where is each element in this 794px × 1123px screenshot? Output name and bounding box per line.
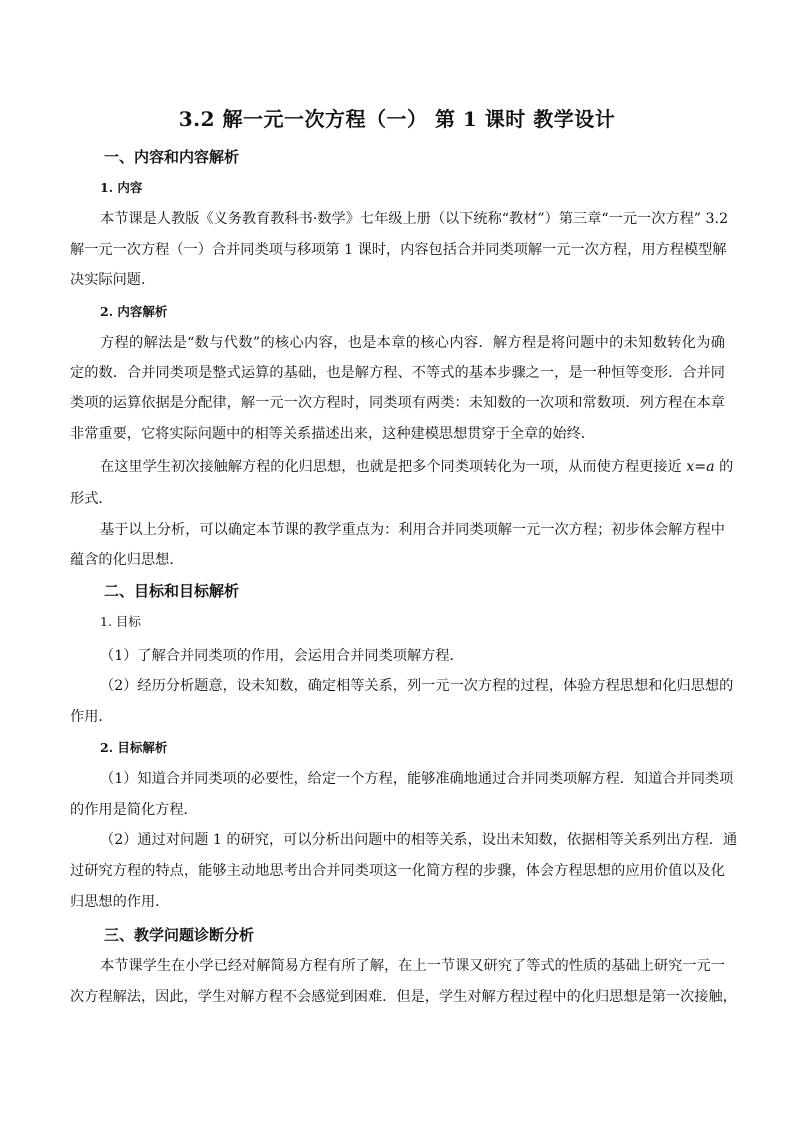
paragraph-line: 形式．	[70, 491, 113, 507]
paragraph-line: 蕴含的化归思想．	[70, 552, 184, 568]
subheading-goals: 1. 目标	[100, 614, 141, 629]
paragraph-line: 作用．	[70, 709, 113, 725]
paragraph-line: 次方程解法，因此，学生对解方程不会感觉到困难．但是，学生对解方程过程中的化归思想是第一次接触，	[70, 989, 737, 1005]
text-span: 的	[714, 459, 734, 475]
paragraph-line: 本节课是人教版《义务教育教科书·数学》七年级上册（以下统称“教材”）第三章“一元一次方程” 3.2	[100, 211, 729, 227]
paragraph-line: 类项的运算依据是分配律，解一元一次方程时，同类项有两类：未知数的一次项和常数项．列方程在本章	[70, 395, 725, 411]
subheading-content-analysis: 2. 内容解析	[100, 304, 168, 319]
page-title: 3.2 解一元一次方程（一） 第 1 课时 教学设计	[178, 107, 616, 131]
text-span: 在这里学生初次接触解方程的化归思想，也就是把多个同类项转化为一项，从而使方程更接近	[100, 459, 687, 475]
paragraph-line: （1）知道合并同类项的必要性，给定一个方程，能够准确地通过合并同类项解方程．知道合并同类项	[100, 771, 734, 787]
paragraph-line: 定的数．合并同类项是整式运算的基础，也是解方程、不等式的基本步骤之一，是一种恒等变形．合并同	[70, 365, 725, 381]
section-heading-content: 一、内容和内容解析	[104, 148, 240, 166]
paragraph-line	[100, 456, 734, 476]
paragraph-line: 的作用是简化方程．	[70, 802, 198, 818]
paragraph-line: 本节课学生在小学已经对解简易方程有所了解，在上一节课又研究了等式的性质的基础上研究一元一	[100, 958, 725, 974]
paragraph-line: 方程的解法是“数与代数”的核心内容，也是本章的核心内容．解方程是将问题中的未知数转化为确	[100, 335, 725, 351]
subheading-content: 1. 内容	[100, 180, 143, 195]
paragraph-line: （2）经历分析题意，设未知数，确定相等关系，列一元一次方程的过程，体验方程思想和化归思想的	[100, 678, 734, 694]
paragraph-line: 归思想的作用．	[70, 894, 170, 910]
formula: x=a	[686, 459, 715, 475]
paragraph-line: 决实际问题.	[70, 272, 146, 288]
paragraph-line: （1）了解合并同类项的作用，会运用合并同类项解方程．	[100, 648, 464, 664]
paragraph-line: 过研究方程的特点，能够主动地思考出合并同类项这一化简方程的步骤，体会方程思想的应用价值以及化	[70, 863, 725, 879]
paragraph-line: 基于以上分析，可以确定本节课的教学重点为：利用合并同类项解一元一次方程；初步体会解方程中	[100, 522, 725, 538]
section-heading-goals: 二、目标和目标解析	[104, 582, 240, 600]
section-heading-diagnosis: 三、教学问题诊断分析	[104, 926, 255, 944]
paragraph-line: 非常重要，它将实际问题中的相等关系描述出来，这种建模思想贯穿于全章的始终．	[70, 426, 595, 442]
paragraph-line: （2）通过对问题 1 的研究，可以分析出问题中的相等关系，设出未知数，依据相等关系列出方程．通	[100, 832, 738, 848]
subheading-goal-analysis: 2. 目标解析	[100, 740, 168, 755]
paragraph-line: 解一元一次方程（一）合并同类项与移项第 1 课时，内容包括合并同类项解一元一次方程，用方程模型解	[70, 242, 727, 258]
